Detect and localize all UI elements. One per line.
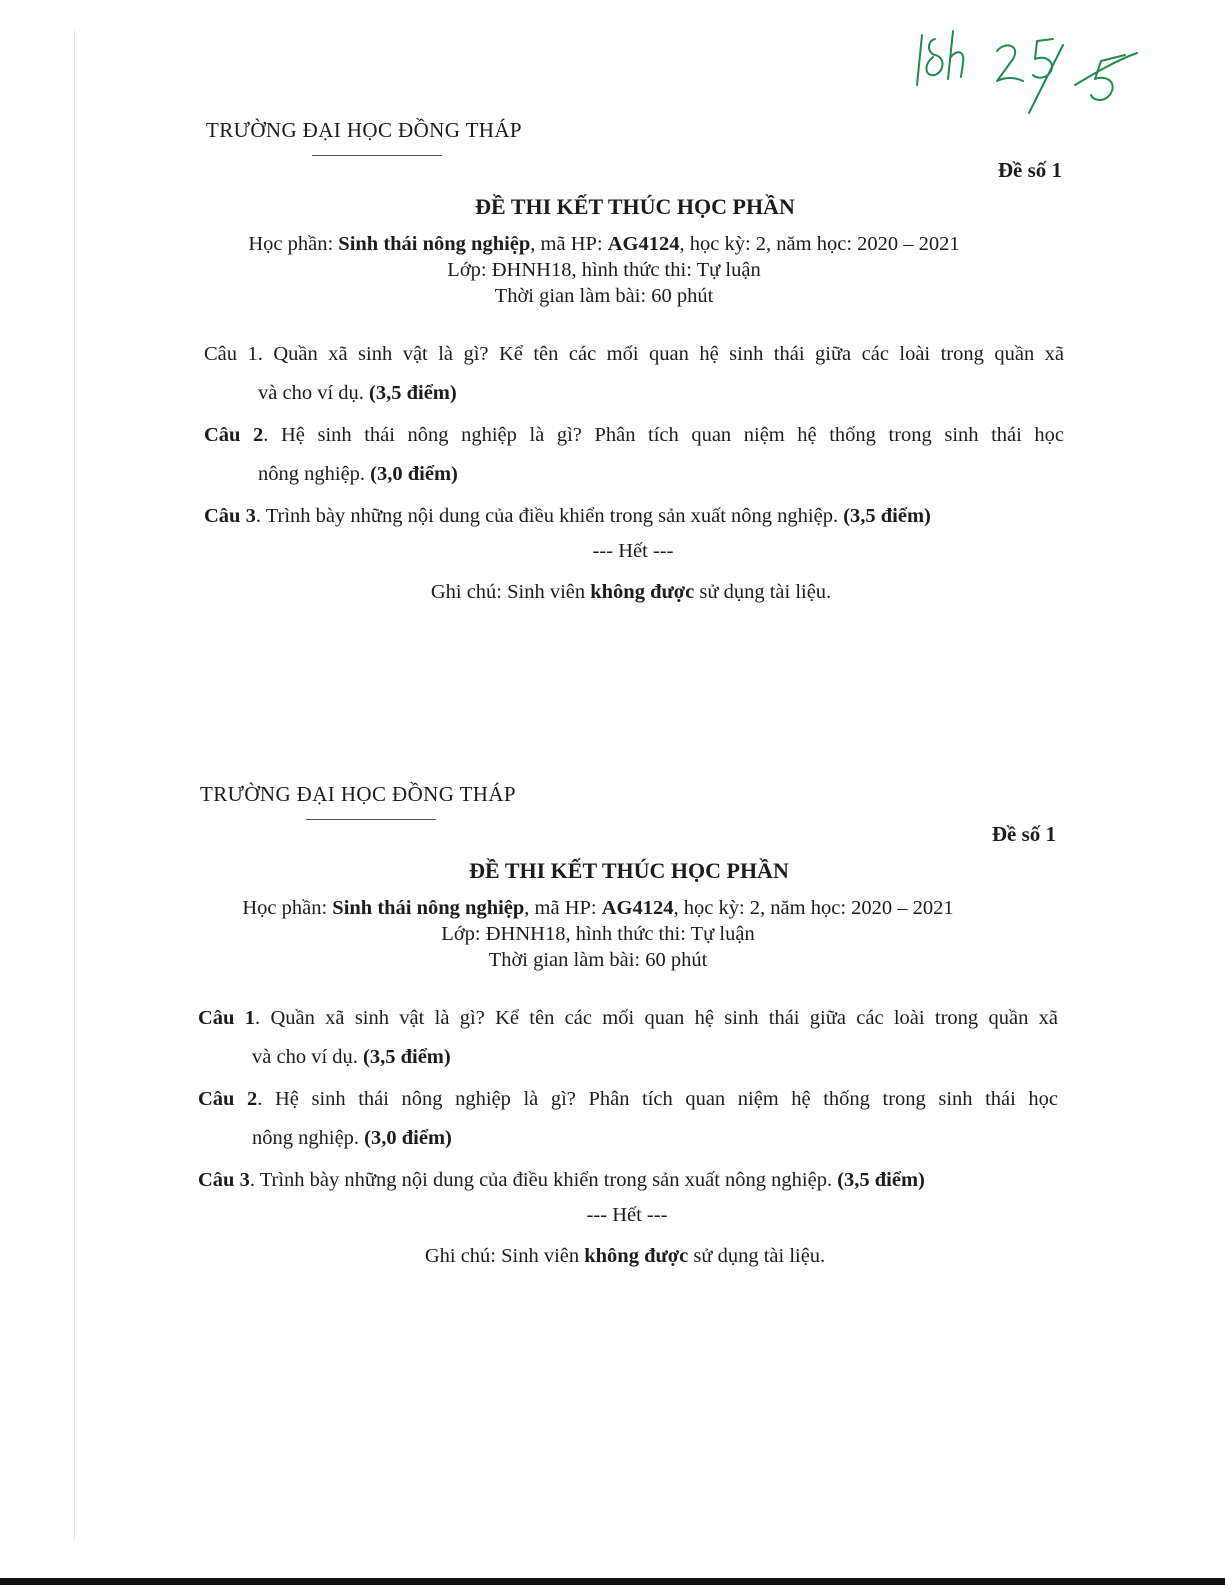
question-1 [198,999,1058,1077]
course-code: AG4124 [601,897,674,919]
question-sep: . [255,1007,271,1029]
time-line: Thời gian làm bài: 60 phút [488,949,708,971]
question-text: Trình bày những nội dung của điều khiển trong sản xuất nông nghiệp. [259,1169,838,1191]
question-sep: . [263,424,281,446]
question-text: Trình bày những nội dung của điều khiển trong sản xuất nông nghiệp. [265,505,844,527]
exam-number: Đề số 1 [991,822,1056,846]
note-line [0,581,1225,604]
course-code: AG4124 [607,233,680,255]
note-bold: không được [590,581,695,603]
end-marker: --- Hết --- [586,1204,668,1226]
note-suffix: sử dụng tài liệu. [694,581,832,603]
question-points: (3,0 điểm) [370,463,458,485]
question-points: (3,5 điểm) [843,505,931,527]
question-sep: . [257,343,274,365]
time-line: Thời gian làm bài: 60 phút [494,285,714,307]
question-points: (3,0 điểm) [364,1127,452,1149]
note-suffix: sử dụng tài liệu. [688,1245,826,1267]
question-text-cont: và cho ví dụ. [252,1046,364,1068]
course-name: Sinh thái nông nghiệp [332,897,525,919]
course-prefix: Học phần: [242,897,333,919]
question-text-cont: nông nghiệp. [252,1127,365,1149]
question-text: Quần xã sinh vật là gì? Kể tên các mối quan hệ sinh thái giữa các loài trong quần xã [270,1007,1058,1029]
class-line: Lớp: ĐHNH18, hình thức thi: Tự luận [447,259,761,281]
course-prefix: Học phần: [248,233,339,255]
exam-copy-1 [0,0,1225,603]
question-points: (3,5 điểm) [369,382,457,404]
course-code-prefix: , mã HP: [524,897,602,919]
question-1 [204,335,1064,413]
question-sep: . [257,1088,275,1110]
note-line [0,1245,1225,1268]
school-name: TRƯỜNG ĐẠI HỌC ĐỒNG THÁP [200,782,517,806]
course-name: Sinh thái nông nghiệp [338,233,531,255]
class-line: Lớp: ĐHNH18, hình thức thi: Tự luận [441,923,755,945]
scan-bottom-edge [0,1578,1225,1585]
question-3 [198,1161,1058,1200]
question-label: Câu 2 [198,1088,258,1110]
course-line [0,233,1208,256]
course-suffix: , học kỳ: 2, năm học: 2020 – 2021 [673,897,954,919]
question-label: Câu 3 [204,505,256,527]
question-label: Câu 3 [198,1169,250,1191]
question-sep: . [249,1169,260,1191]
school-underline [312,155,442,156]
question-text-cont: và cho ví dụ. [258,382,370,404]
exam-title: ĐỀ THI KẾT THÚC HỌC PHẦN [475,194,795,219]
exam-number: Đề số 1 [997,158,1062,182]
course-suffix: , học kỳ: 2, năm học: 2020 – 2021 [679,233,960,255]
note-prefix: Ghi chú: Sinh viên [424,1245,585,1267]
question-2 [198,1080,1058,1158]
school-underline [306,819,436,820]
question-text-cont: nông nghiệp. [258,463,371,485]
note-prefix: Ghi chú: Sinh viên [430,581,591,603]
question-text: Quần xã sinh vật là gì? Kể tên các mối quan hệ sinh thái giữa các loài trong quần xã [273,343,1065,365]
note-bold: không được [584,1245,689,1267]
exam-title: ĐỀ THI KẾT THÚC HỌC PHẦN [469,858,789,883]
question-label: Câu 2 [204,424,264,446]
question-points: (3,5 điểm) [363,1046,451,1068]
question-label: Câu 1 [198,1007,256,1029]
question-points: (3,5 điểm) [837,1169,925,1191]
school-name: TRƯỜNG ĐẠI HỌC ĐỒNG THÁP [206,118,523,142]
question-text: Hệ sinh thái nông nghiệp là gì? Phân tích quan niệm hệ thống trong sinh thái học [274,1088,1058,1110]
course-line [0,897,1202,920]
question-label: Câu 1 [204,343,258,365]
exam-copy-2 [0,664,1219,1267]
course-code-prefix: , mã HP: [530,233,608,255]
end-marker: --- Hết --- [592,540,674,562]
question-2 [204,416,1064,494]
question-3 [204,497,1064,536]
question-text: Hệ sinh thái nông nghiệp là gì? Phân tích quan niệm hệ thống trong sinh thái học [280,424,1064,446]
question-sep: . [255,505,266,527]
